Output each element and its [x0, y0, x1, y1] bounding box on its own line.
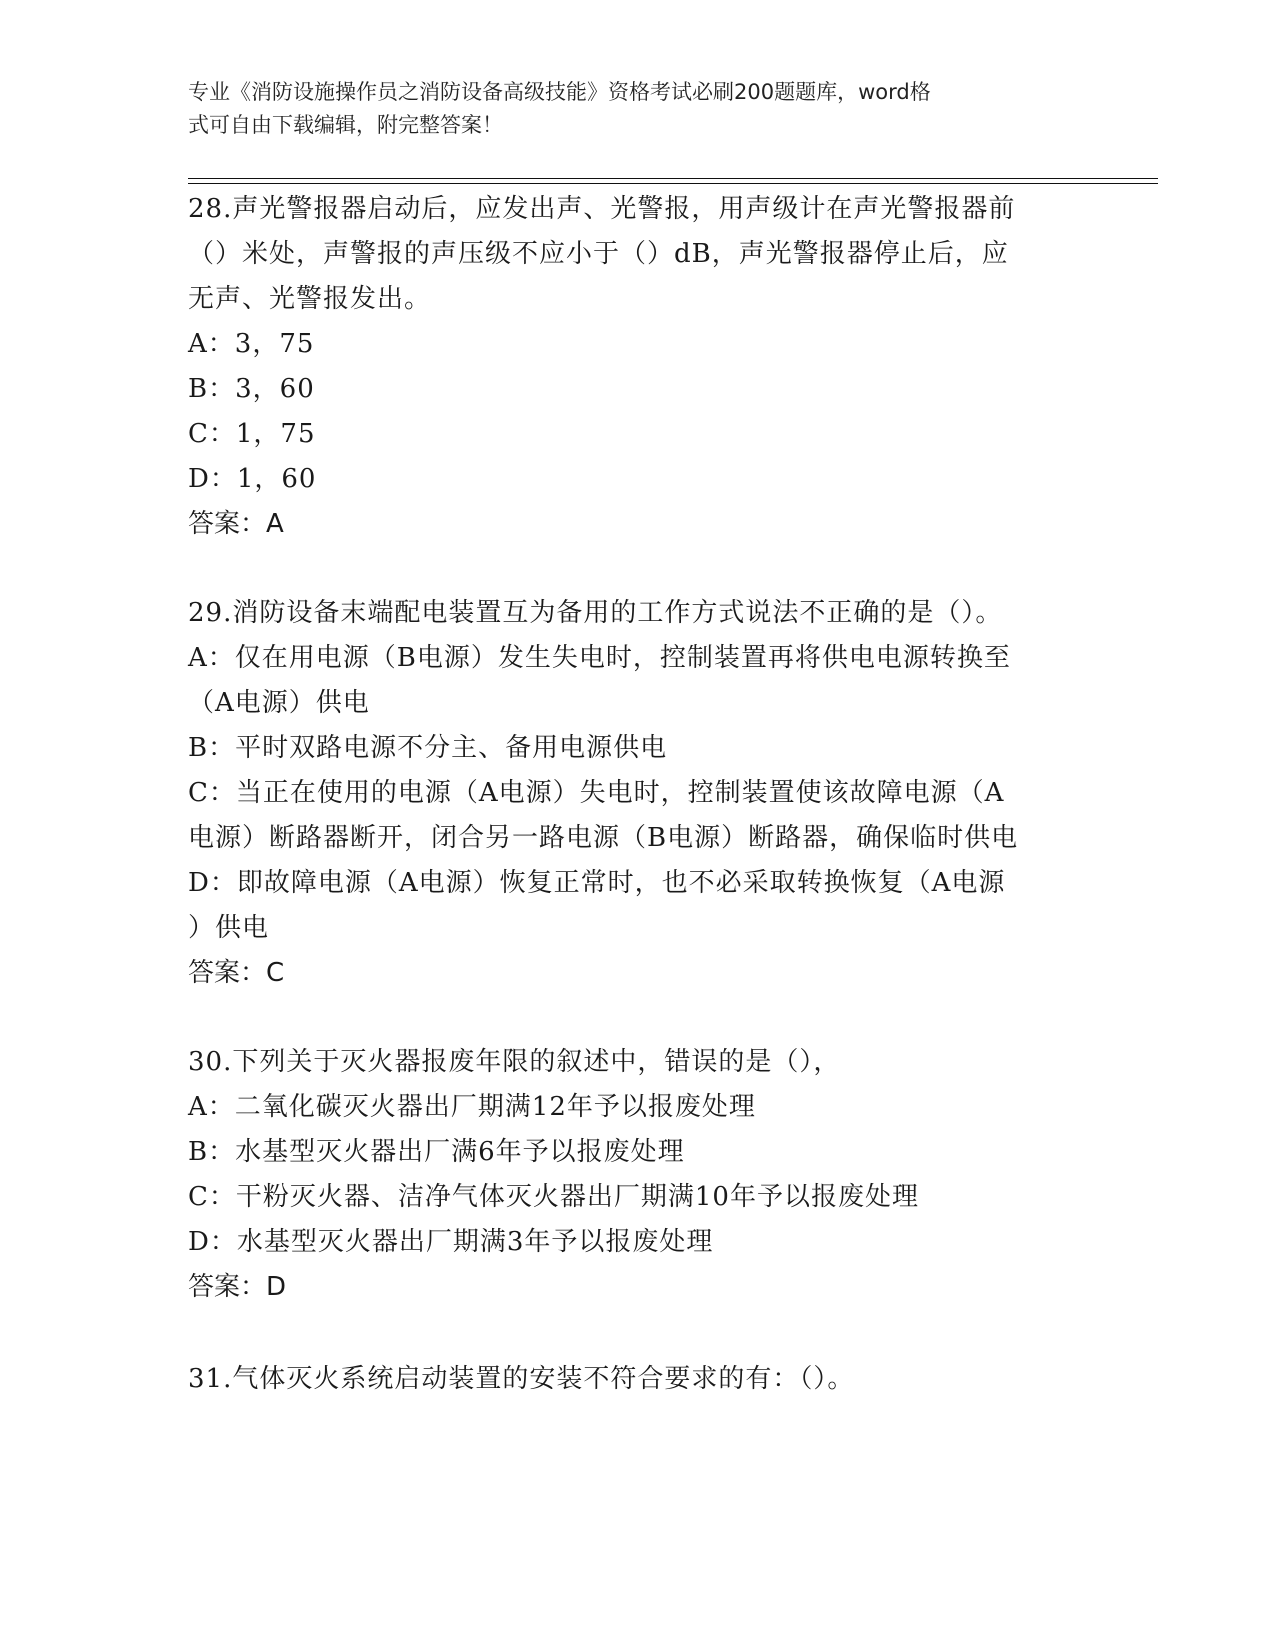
question-stem-line: 28.声光警报器启动后，应发出声、光警报，用声级计在声光警报器前 [188, 194, 1016, 224]
question-stem-line: 无声、光警报发出。 [188, 284, 432, 314]
answer-line: 答案：A [188, 509, 284, 539]
option-a: A：3，75 [188, 329, 315, 359]
question-stem-line: 29.消防设备末端配电装置互为备用的工作方式说法不正确的是（）。 [188, 598, 1003, 628]
header-line-1: 专业《消防设施操作员之消防设备高级技能》资格考试必刷200题题库，word格 [188, 80, 931, 104]
answer-line: 答案：D [188, 1272, 287, 1302]
option-a: A：仅在用电源（B电源）发生失电时，控制装置再将供电电源转换至 [188, 643, 1011, 673]
option-d-continued: ）供电 [188, 913, 270, 943]
option-c: C：1，75 [188, 419, 316, 449]
question-stem-line: （）米处，声警报的声压级不应小于（）dB，声光警报器停止后，应 [188, 239, 1009, 269]
option-b: B：平时双路电源不分主、备用电源供电 [188, 733, 668, 763]
option-c: C：当正在使用的电源（A电源）失电时，控制装置使该故障电源（A [188, 778, 1005, 808]
option-a: A：二氧化碳灭火器出厂期满12年予以报废处理 [188, 1092, 756, 1122]
header-divider-bottom [188, 183, 1158, 184]
header-line-2: 式可自由下载编辑，附完整答案！ [188, 113, 503, 137]
option-d: D：水基型灭火器出厂期满3年予以报废处理 [188, 1227, 714, 1257]
header-divider-top [188, 178, 1158, 179]
option-b: B：3，60 [188, 374, 315, 404]
option-b: B：水基型灭火器出厂满6年予以报废处理 [188, 1137, 685, 1167]
question-stem-line: 31.气体灭火系统启动装置的安装不符合要求的有：（）。 [188, 1364, 855, 1394]
option-a-continued: （A电源）供电 [188, 688, 370, 718]
option-c-continued: 电源）断路器断开，闭合另一路电源（B电源）断路器，确保临时供电 [188, 823, 1019, 853]
option-c: C：干粉灭火器、洁净气体灭火器出厂期满10年予以报废处理 [188, 1182, 919, 1212]
document-header [188, 76, 1068, 142]
question-stem-line: 30.下列关于灭火器报废年限的叙述中，错误的是（）， [188, 1047, 841, 1077]
option-d: D：1，60 [188, 464, 317, 494]
option-d: D：即故障电源（A电源）恢复正常时，也不必采取转换恢复（A电源 [188, 868, 1006, 898]
answer-line: 答案：C [188, 958, 285, 988]
